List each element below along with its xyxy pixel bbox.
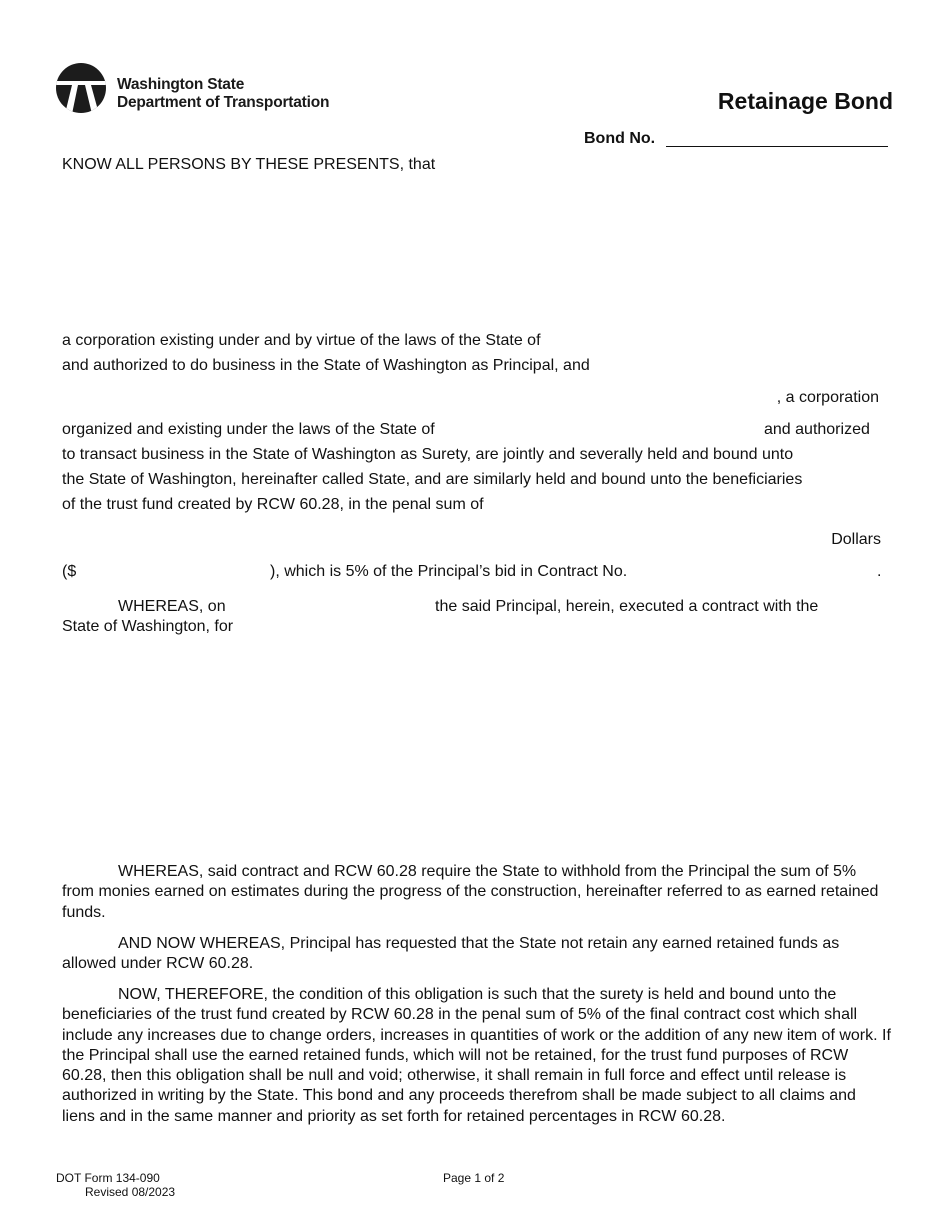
form-number: DOT Form 134-090 [56,1171,160,1185]
whereas-on-line2: State of Washington, for [62,618,234,635]
period: . [877,563,882,580]
page-title: Retainage Bond [717,88,893,114]
revised-date: Revised 08/2023 [85,1185,176,1199]
intro-text: KNOW ALL PERSONS BY THESE PRESENTS, that [62,156,436,173]
corp-line: a corporation existing under and by virtue of the laws of the State of [62,332,541,349]
wsdot-logo [55,60,375,116]
whereas-said-paragraph: WHEREAS, said contract and RCW 60.28 require the State to withhold from the Principal the sum of 5% from monies earned on estimates during the progress of the construction, hereinafter referred to as earned retained funds. [62,863,879,921]
org-line1: Washington State [117,76,245,93]
page-number: Page 1 of 2 [443,1171,505,1185]
dollars-text: Dollars [831,531,881,548]
pct-line: ), which is 5% of the Principal’s bid in Contract No. [270,563,628,580]
bond-no-field[interactable] [666,146,888,147]
and-authorized-text: and authorized [764,421,870,438]
authorized-line: and authorized to do business in the State of Washington as Principal, and [62,357,590,374]
organized-line: organized and existing under the laws of the State of [62,421,435,438]
bond-no-label: Bond No. [584,130,656,147]
whereas-on-rest: the said Principal, herein, executed a contract with the [435,598,819,615]
now-therefore-paragraph: NOW, THEREFORE, the condition of this obligation is such that the surety is held and bound unto the beneficiaries of the trust fund created by RCW 60.28 in the penal sum of 5% of the final contract cost which shall include any increases due to change orders, increases in quantities of work or the addition of any new item of work. If the Principal shall use the earned retained funds, which will not be retained, for the trust fund purposes of RCW 60.28, then this obligation shall be null and void; otherwise, it shall remain in full force and effect until release is authorized in writing by the State. This bond and any proceeds therefrom shall be made subject to all claims and liens and in the same manner and priority as set forth for retained percentages in RCW 60.28. [62,986,891,1125]
wsdot-logo-icon [55,62,107,114]
whereas-on: WHEREAS, on [118,598,226,615]
dollar-open: ($ [62,563,77,580]
state-line: the State of Washington, hereinafter called State, and are similarly held and bound unto the beneficiaries [62,471,803,488]
and-now-paragraph: AND NOW WHEREAS, Principal has requested that the State not retain any earned retained funds as allowed under RCW 60.28. [62,935,840,973]
org-line2: Department of Transportation [117,94,330,111]
a-corporation-text: , a corporation [776,389,879,406]
transact-line: to transact business in the State of Washington as Surety, are jointly and severally held and bound unto [62,446,794,463]
trust-line: of the trust fund created by RCW 60.28, in the penal sum of [62,496,484,513]
